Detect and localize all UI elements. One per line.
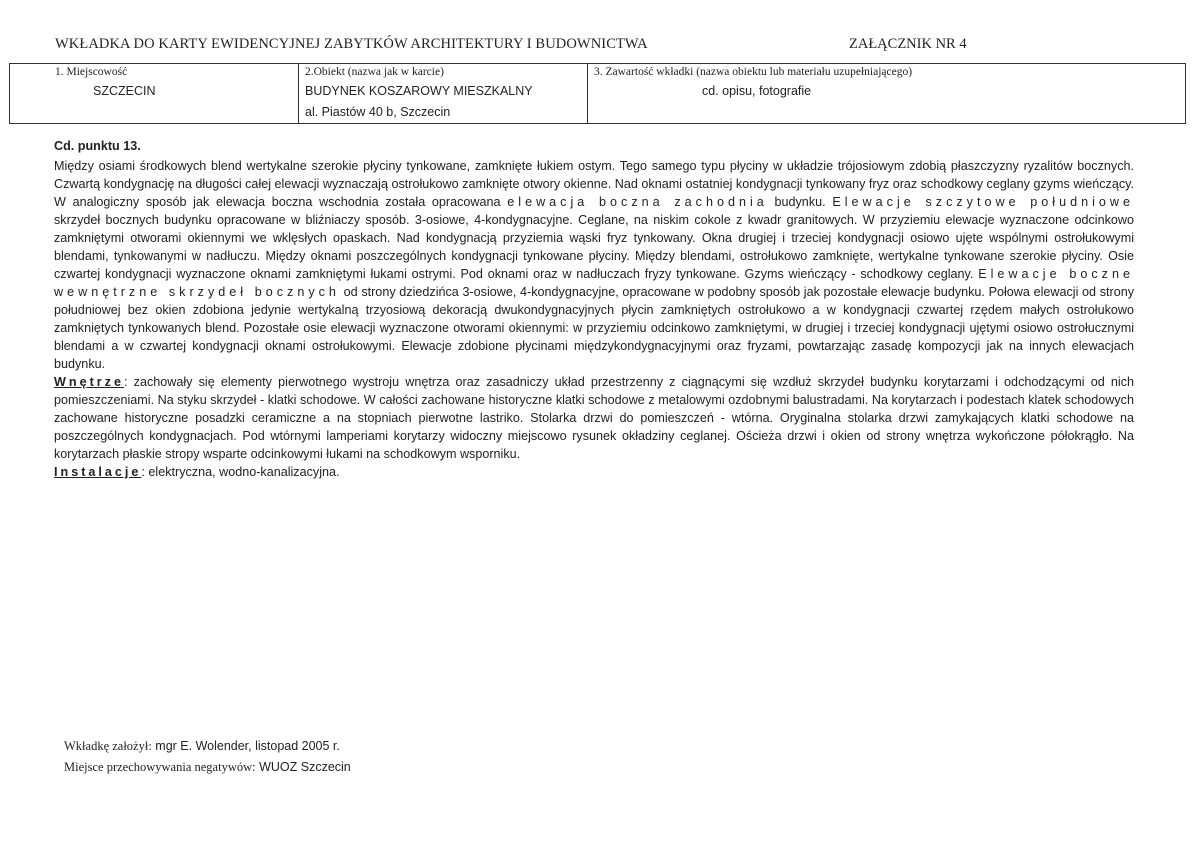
object-address: al. Piastów 40 b, Szczecin (305, 105, 451, 119)
interior-heading: Wnętrze (54, 375, 124, 389)
paragraph-interior (54, 373, 1134, 463)
text-run: budynku. (774, 195, 826, 209)
installations-heading: Instalacje (54, 465, 142, 479)
paragraph-installations (54, 463, 1134, 481)
content-value: cd. opisu, fotografie (702, 84, 812, 98)
text-run: skrzydeł bocznych budynku opracowane w bliźniaczy sposób. 3-osiowe, 4-kondygnacyjne. Ceglane, na niskim cokole z kwadr granitowych. W przyziemiu elewacje wyznaczone odcinkowo zamkniętymi otworami okiennymi we wklęsłych opaskach. Nad kondygnacją przyziemia wąski fryz tynkowany. Okna drugiej i trzeciej kondygnacji osiowo ujęte wspólnymi ostrołukowymi blendami, tynkowanymi w nadłuczu. Między oknami poszczególnych kondygnacji tynkowane płyciny. Między blendami, ostrołukowo zamknięte, wertykalne tynkowane szerokie płyciny. Osie czwartej kondygnacji wyznaczone oknami zamkniętymi łukami ostrymi. Pod oknami oraz w nadłuczach fryzy tynkowane. Gzyms wieńczący - schodkowy ceglany. (54, 213, 1134, 281)
storage-label: Miejsce przechowywania negatywów: (64, 760, 256, 774)
spaced-term: Elewacje boczne wewnętrzne skrzydeł bocznych (54, 267, 1134, 299)
storage-line (64, 760, 351, 775)
locality-label: 1. Miejscowość (55, 66, 128, 78)
section-title: Cd. punktu 13. (54, 139, 141, 153)
storage-value: WUOZ Szczecin (255, 760, 351, 774)
text-run: : elektryczna, wodno-kanalizacyjna. (141, 465, 340, 479)
spaced-term: elewacja boczna zachodnia (507, 195, 768, 209)
author-value: mgr E. Wolender, listopad 2005 r. (151, 739, 340, 753)
object-cell (299, 64, 588, 123)
text-run: Między osiami środkowych blend wertykalne szerokie płyciny tynkowane, zamknięte łukiem ostym. Tego samego typu płyciny w układzie trójosiowym zdobią płaszczyzny ryzalitów bocznych. Czwartą kondygnację na długości całej elewacji wyznaczają ostrołukowo zamknięte otwory okienne. Nad oknami ostatniej kondygnacji tynkowany fryz oraz schodkowy ceglany gzyms wieńczący. W analogiczny sposób jak elewacja boczna wschodnia została opracowana (54, 159, 1134, 209)
document-title: WKŁADKA DO KARTY EWIDENCYJNEJ ZABYTKÓW ARCHITEKTURY I BUDOWNICTWA (55, 36, 648, 52)
metadata-table (9, 63, 1186, 124)
text-run: : zachowały się elementy pierwotnego wystroju wnętrza oraz zasadniczy układ przestrzenny z ciągnącymi się wzdłuż skrzydeł budynku korytarzami i odchodzącymi od nich pomieszczeniami. Na styku skrzydeł - klatki schodowe. W całości zachowane historyczne klatki schodowe z metalowymi ozdobnymi balustradami. Na korytarzach i podestach klatek schodowych zachowane historyczne posadzki ceramiczne a na stopniach pierwotne lastriko. Stolarka drzwi do pomieszczeń - wtórna. Oryginalna stolarka drzwi zamykających klatki schodowe na poszczególnych kondygnacjach. Pod wtórnymi lamperiami korytarzy widoczny miejscowo rysunek okładziny ceglanej. Ościeża drzwi i okien od strony wnętrza wykończone półokrągło. Na korytarzach płaskie stropy wsparte odcinkowymi łukami na schodkowym wsporniku. (54, 375, 1134, 461)
content-cell (588, 64, 1185, 123)
description-body (54, 137, 1134, 481)
locality-cell (10, 64, 299, 123)
locality-value: SZCZECIN (93, 84, 156, 98)
content-label: 3. Zawartość wkładki (nazwa obiektu lub materiału uzupełniającego) (594, 66, 913, 78)
annex-number: ZAŁĄCZNIK NR 4 (849, 36, 967, 52)
object-value: BUDYNEK KOSZAROWY MIESZKALNY (305, 84, 533, 98)
text-run: od strony dziedzińca 3-osiowe, 4-kondygnacyjne, opracowane w podobny sposób jak pozostałe elewacje budynku. Połowa elewacji od strony południowej bez okien zdobiona jedynie wertykalną trzyosiową dekoracją dwukondygnacyjnych płycin zamkniętych ostrołukowo a w kondygnacji czwartej rzędem małych ostrołukowo zamkniętych tynkowanych blend. Pozostałe osie elewacji wyznaczone otworami okiennymi: w przyziemiu odcinkowo zamkniętymi, w drugiej i trzeciej kondygnacji ujętymi osiowo ostrołucznymi blendami a w czwartej kondygnacji oknami ostrołukowymi. Elewacje zdobione płycinami międzykondygnacyjnymi oraz fryzami, powtarzając zasadę kompozycji jak na innych elewacjach budynku. (54, 285, 1135, 371)
author-label: Wkładkę założył: (64, 739, 152, 753)
paragraph-facades (54, 157, 1134, 373)
spaced-term: Elewacje szczytowe południowe (832, 195, 1135, 209)
author-line (64, 739, 340, 754)
object-label: 2.Obiekt (nazwa jak w karcie) (305, 66, 444, 78)
